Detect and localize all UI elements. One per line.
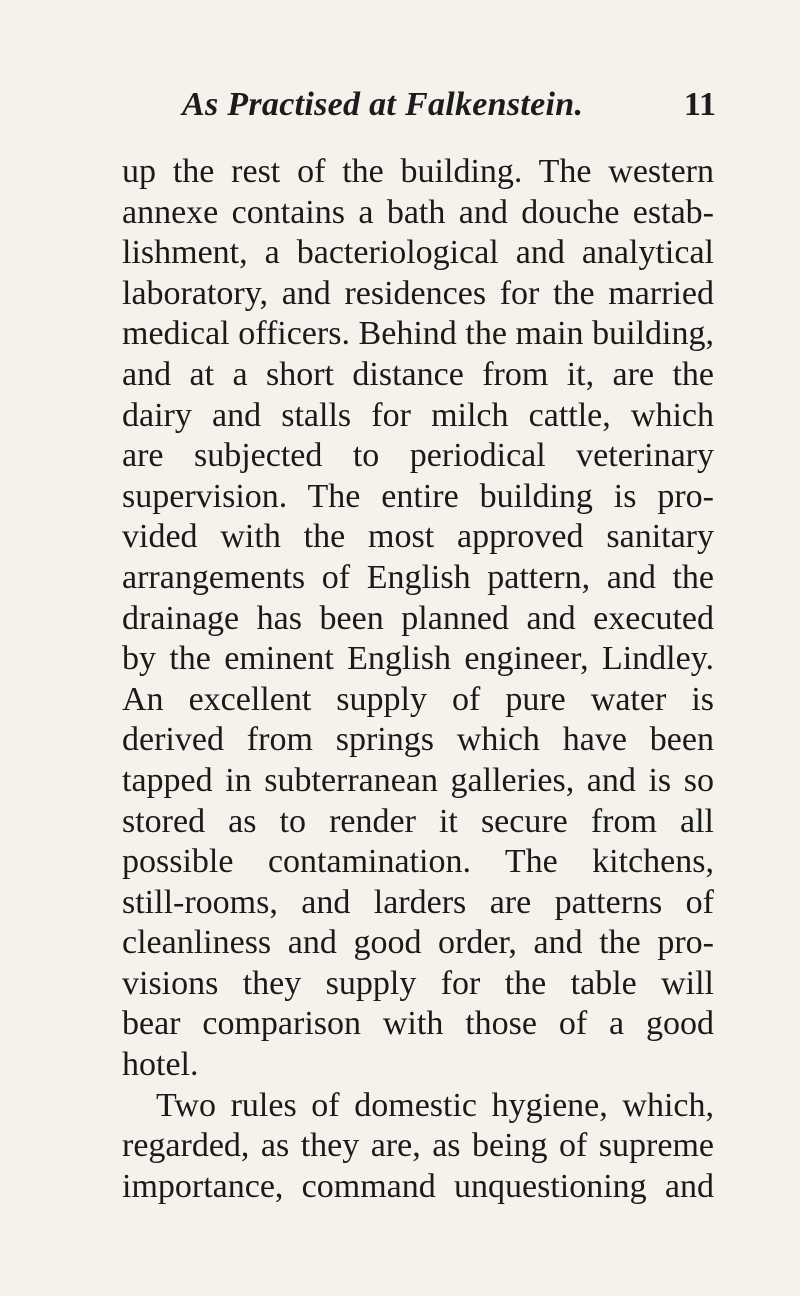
text-line: importance, command unquestioning and (122, 1167, 714, 1205)
text-line: An excellent supply of pure water is (122, 680, 714, 718)
text-line: bear comparison with those of a good (122, 1005, 714, 1043)
text-line: hotel. (122, 1046, 199, 1084)
text-line: are subjected to periodical veterinary (122, 437, 714, 475)
running-title: As Practised at Falkenstein. (182, 86, 584, 123)
text-line: drainage has been planned and executed (122, 599, 714, 637)
text-line: still-rooms, and larders are patterns of (122, 883, 714, 921)
text-line: laboratory, and residences for the married (122, 274, 714, 312)
text-line: Two rules of domestic hygiene, which, (156, 1086, 714, 1124)
text-line: supervision. The entire building is pro- (122, 477, 714, 515)
text-line: dairy and stalls for milch cattle, which (122, 396, 714, 434)
text-line: arrangements of English pattern, and the (122, 558, 714, 596)
text-line: by the eminent English engineer, Lindley. (122, 640, 714, 678)
text-line: vided with the most approved sanitary (122, 518, 714, 556)
text-line: visions they supply for the table will (122, 964, 714, 1002)
text-line: cleanliness and good order, and the pro- (122, 924, 714, 962)
text-line: derived from springs which have been (122, 721, 714, 759)
body-text (122, 152, 714, 1207)
text-line: tapped in subterranean galleries, and is so (122, 761, 714, 799)
page-number: 11 (683, 86, 716, 123)
text-line: up the rest of the building. The western (122, 153, 714, 190)
text-line: medical officers. Behind the main building, (122, 315, 714, 353)
text-line: lishment, a bacteriological and analytical (122, 234, 714, 272)
text-line: regarded, as they are, as being of supreme (122, 1127, 714, 1165)
text-line: stored as to render it secure from all (122, 802, 714, 840)
text-line: and at a short distance from it, are the (122, 355, 714, 393)
text-line: annexe contains a bath and douche estab- (122, 193, 714, 231)
text-line: possible contamination. The kitchens, (122, 843, 714, 881)
running-head (160, 86, 716, 136)
